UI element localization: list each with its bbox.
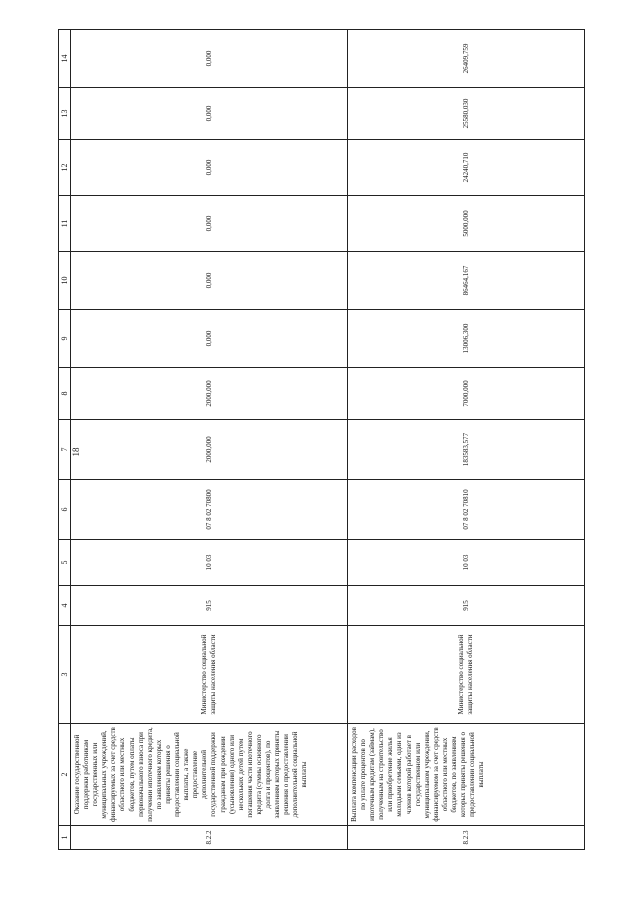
column-header: 2: [59, 724, 71, 826]
row-code-section: 10 03: [71, 540, 348, 586]
row-description: Выплата компенсации расходов по уплате процентов по ипотечным кредитам (займам), полученным на строительство или приобретение жилья молодыми семьями, один из членов которой работает в государственном или муниципальном учреждении, финансируемом за счет средств областного или местных бюджетов, по заявлениям которых приняты решения о предоставлении социальной выплаты: [348, 724, 585, 826]
row-ministry: Министерство социальной защиты населения области: [71, 626, 348, 724]
column-header: 5: [59, 540, 71, 586]
row-amount: 0,000: [71, 252, 348, 310]
row-amount: 0,000: [71, 310, 348, 368]
row-amount: 7000,000: [348, 368, 585, 420]
column-header: 14: [59, 30, 71, 88]
row-amount: 26409,759: [348, 30, 585, 88]
row-amount: 2000,000: [71, 368, 348, 420]
row-amount: 86464,167: [348, 252, 585, 310]
row-number: 8.2.2: [71, 826, 348, 850]
column-header: 11: [59, 196, 71, 252]
table-row: [71, 30, 348, 850]
row-amount: 183583,577: [348, 420, 585, 480]
row-number: 8.2.3: [348, 826, 585, 850]
row-code-section: 10 03: [348, 540, 585, 586]
column-header: 10: [59, 252, 71, 310]
column-header: 7: [59, 420, 71, 480]
row-amount: 0,000: [71, 196, 348, 252]
column-header: 1: [59, 826, 71, 850]
column-header: 6: [59, 480, 71, 540]
row-description: Оказание государственной поддержки работникам государственных или муниципальных учреждений, финансируемых за счет средств областного или местных бюджетов, путем оплаты первоначального взноса при получении ипотечного кредита, по заявлениям которых приняты решения о предоставлении социальной выплаты, а также предоставление дополнительной государственной поддержки гражданам при рождении (усыновлении) одного или нескольких детей путем погашения части ипотечного кредита (суммы основного долга и процентов), по заявлениям которых приняты решения о предоставлении дополнительной социальной выплаты: [71, 724, 348, 826]
budget-table: [58, 29, 585, 850]
row-amount: 0,000: [71, 140, 348, 196]
column-header: 3: [59, 626, 71, 724]
row-code-gov: 915: [71, 586, 348, 626]
row-code-target: 07 8 02 70800: [71, 480, 348, 540]
rotated-table-frame: [58, 30, 588, 850]
column-header: 12: [59, 140, 71, 196]
row-amount: 13006,300: [348, 310, 585, 368]
row-code-gov: 915: [348, 586, 585, 626]
row-ministry: Министерство социальной защиты населения области: [348, 626, 585, 724]
column-header: 13: [59, 88, 71, 140]
row-amount: 5000,000: [348, 196, 585, 252]
page-number: 18: [71, 447, 81, 457]
row-code-target: 07 8 02 70810: [348, 480, 585, 540]
column-header: 4: [59, 586, 71, 626]
row-amount: 0,000: [71, 30, 348, 88]
table-row: [348, 30, 585, 850]
row-amount: 0,000: [71, 88, 348, 140]
column-header: 9: [59, 310, 71, 368]
column-number-row: [59, 30, 71, 850]
column-header: 8: [59, 368, 71, 420]
row-amount: 2000,000: [71, 420, 348, 480]
row-amount: 24240,710: [348, 140, 585, 196]
row-amount: 25580,030: [348, 88, 585, 140]
